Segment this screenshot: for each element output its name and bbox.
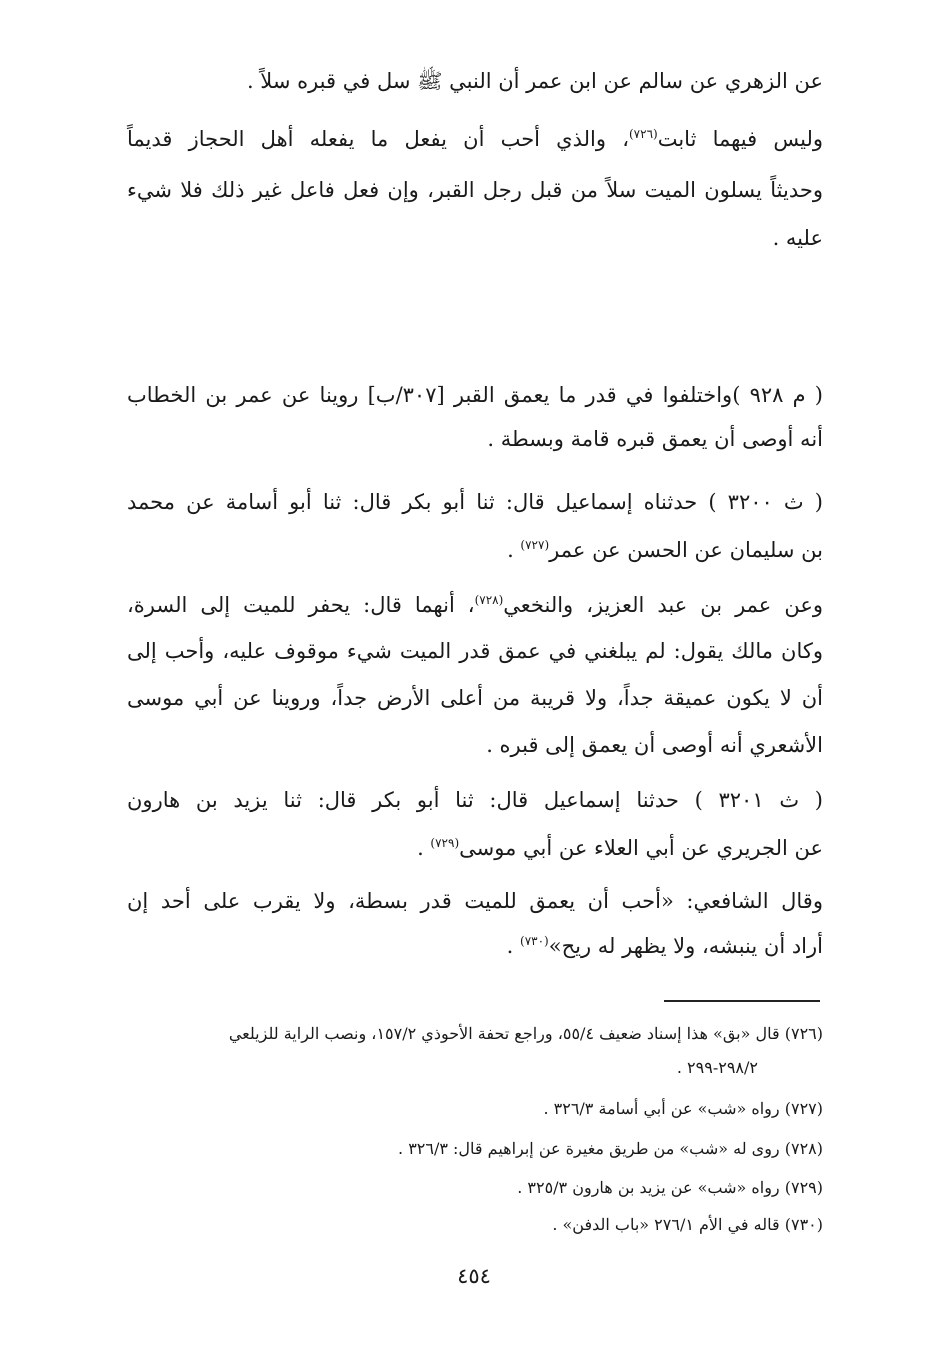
paragraph-3-line-2: أنه أوصى أن يعمق قبره قامة وبسطة . bbox=[487, 427, 823, 451]
footnote-ref-729: (٧٢٩) bbox=[430, 836, 460, 850]
page-number: ٤٥٤ bbox=[457, 1264, 491, 1288]
paragraph-6-text-b: . bbox=[417, 836, 431, 860]
paragraph-5-line-3: أن لا يكون عميقة جداً، ولا قريبة من أعلى الأرض جداً، وروينا عن أبي موسى bbox=[127, 686, 824, 710]
footnote-ref-730: (٧٣٠) bbox=[520, 934, 549, 948]
paragraph-2-line-1 bbox=[127, 124, 823, 154]
footnote-ref-726: (٧٢٦) bbox=[628, 127, 658, 141]
footnote-730: (٧٣٠) قاله في الأم ٢٧٦/١ «باب الدفن» . bbox=[552, 1215, 823, 1234]
paragraph-2-line-3: عليه . bbox=[772, 226, 823, 250]
paragraph-2-text-b: ، والذي أحب أن يفعل ما يفعله أهل الحجاز قديماً bbox=[127, 127, 629, 151]
paragraph-6-line-1: ( ث ٣٢٠١ ) حدثنا إسماعيل قال: ثنا أبو بكر قال: ثنا يزيد بن هارون bbox=[127, 788, 823, 812]
paragraph-1-line-1: عن الزهري عن سالم عن ابن عمر أن النبي ﷺ سل في قبره سلاً . bbox=[246, 69, 823, 93]
paragraph-5-text-b: ، أنهما قال: يحفر للميت إلى السرة، bbox=[127, 593, 475, 617]
paragraph-4-text-a: بن سليمان عن الحسن عن عمر bbox=[549, 538, 823, 562]
paragraph-4-line-2 bbox=[127, 535, 823, 565]
footnote-728: (٧٢٨) روى له «شب» من طريق مغيرة عن إبراهيم قال: ٣٢٦/٣ . bbox=[398, 1139, 823, 1158]
paragraph-2-text-a: وليس فيهما ثابت bbox=[657, 127, 824, 151]
footnote-ref-728: (٧٢٨) bbox=[474, 593, 504, 607]
paragraph-7-text-b: . bbox=[506, 934, 521, 958]
paragraph-5-line-4: الأشعري أنه أوصى أن يعمق إلى قبره . bbox=[486, 733, 823, 757]
paragraph-3-line-1: ( م ٩٢٨ )واختلفوا في قدر ما يعمق القبر [٣٠٧/ب] روينا عن عمر بن الخطاب bbox=[127, 383, 823, 407]
paragraph-7-text-a: أراد أن ينبشه، ولا يظهر له ريح» bbox=[548, 934, 823, 958]
paragraph-6-line-2 bbox=[127, 833, 823, 863]
footnote-ref-727: (٧٢٧) bbox=[520, 538, 550, 552]
paragraph-6-text-a: عن الجريري عن أبي العلاء عن أبي موسى bbox=[459, 836, 823, 860]
footnote-726-line-1: (٧٢٦) قال «بق» هذا إسناد ضعيف ٥٥/٤، وراجع تحفة الأحوذي ١٥٧/٢، ونصب الراية للزيلعي bbox=[228, 1024, 823, 1043]
paragraph-5-text-a: وعن عمر بن عبد العزيز، والنخعي bbox=[503, 593, 823, 617]
paragraph-4-text-b: . bbox=[507, 538, 521, 562]
paragraph-7-line-1: وقال الشافعي: «أحب أن يعمق للميت قدر بسطة، ولا يقرب على أحد إن bbox=[127, 889, 823, 913]
footnote-separator bbox=[664, 1000, 820, 1002]
paragraph-4-line-1: ( ث ٣٢٠٠ ) حدثناه إسماعيل قال: ثنا أبو بكر قال: ثنا أبو أسامة عن محمد bbox=[127, 490, 823, 514]
footnote-726-line-2: ٢٩٨/٢-٢٩٩ . bbox=[676, 1058, 758, 1077]
paragraph-5-line-1 bbox=[127, 590, 823, 620]
paragraph-7-line-2 bbox=[127, 931, 823, 961]
paragraph-5-line-2: وكان مالك يقول: لم يبلغني في عمق قدر الميت شيء موقوف عليه، وأحب إلى bbox=[127, 639, 823, 663]
paragraph-2-line-2: وحديثاً يسلون الميت سلاً من قبل رجل القبر، وإن فعل فاعل غير ذلك فلا شيء bbox=[127, 178, 823, 202]
footnote-727: (٧٢٧) رواه «شب» عن أبي أسامة ٣٢٦/٣ . bbox=[543, 1099, 823, 1118]
footnote-729: (٧٢٩) رواه «شب» عن يزيد بن هارون ٣٢٥/٣ . bbox=[517, 1178, 823, 1197]
